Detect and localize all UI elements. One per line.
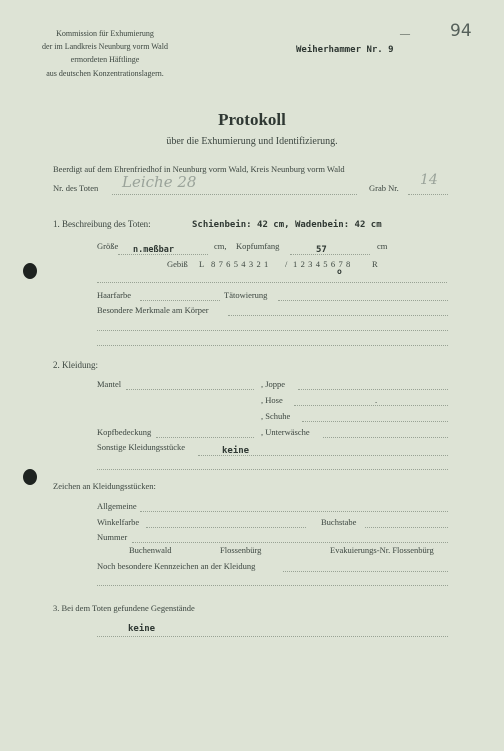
document-subtitle: über die Exhumierung und Identifizierung. (166, 136, 338, 147)
head-circumference-value: 57 (316, 245, 327, 255)
head-circumference-label: Kopfumfang (236, 241, 280, 251)
dead-number-label: Nr. des Toten (53, 183, 99, 193)
grave-number-value: 14 (420, 172, 438, 188)
trousers-label: , Hose (261, 395, 283, 405)
teeth-left-marker: L (199, 259, 205, 269)
letter-rule (365, 527, 448, 528)
general-label: Allgemeine (97, 501, 137, 511)
teeth-rule (97, 282, 447, 283)
body-marks-rule-2 (97, 330, 448, 331)
headwear-label: Kopfbedeckung (97, 427, 152, 437)
number-label: Nummer (97, 532, 128, 542)
shoes-rule (302, 421, 448, 422)
other-marks-rule-2 (97, 585, 448, 586)
typed-location-stamp: Weiherhammer Nr. 9 (296, 45, 394, 55)
header-line-1: Kommission für Exhumierung (56, 29, 154, 38)
triangle-color-label: Winkelfarbe (97, 517, 140, 527)
general-rule (140, 511, 448, 512)
tattoo-rule (278, 300, 448, 301)
section2-label: 2. Kleidung: (53, 360, 98, 370)
height-value: n.meßbar (133, 245, 174, 255)
headwear-rule (156, 437, 254, 438)
section3-label: 3. Bei dem Toten gefundene Gegenstände (53, 603, 195, 613)
other-clothing-rule-2 (97, 469, 448, 470)
coat-rule (126, 389, 254, 390)
dead-number-value: Leiche 28 (122, 173, 197, 191)
shoes-label: , Schuhe (261, 411, 291, 421)
punch-hole-top (23, 263, 37, 279)
jacket-rule (298, 389, 448, 390)
burial-text: Beerdigt auf dem Ehrenfriedhof in Neunburg vorm Wald, Kreis Neunburg vorm Wald (53, 164, 345, 174)
other-clothing-value: keine (222, 446, 250, 456)
teeth-right-numbers: 1 2 3 4 5 6 7 8 (293, 259, 351, 269)
underwear-label: , Unterwäsche (261, 427, 310, 437)
body-marks-rule (228, 315, 448, 316)
header-line-3: ermordeten Häftlinge (70, 55, 140, 64)
teeth-label: Gebiß (167, 259, 188, 269)
section1-label: 1. Beschreibung des Toten: (53, 219, 151, 229)
other-clothing-rule (198, 455, 448, 456)
height-label: Größe (97, 241, 119, 251)
tattoo-label: Tätowierung (224, 290, 268, 300)
coat-label: Mantel (97, 379, 122, 389)
document-title: Protokoll (218, 110, 286, 129)
other-marks-rule (283, 571, 448, 572)
head-rule (290, 254, 370, 255)
teeth-left-numbers: 8 7 6 5 4 3 2 1 (211, 259, 269, 269)
buchenwald-label: Buchenwald (129, 545, 172, 555)
clothing-marks-label: Zeichen an Kleidungsstücken: (53, 481, 156, 491)
header-dash: — (400, 29, 410, 40)
header-line-4: aus deutschen Konzentrationslagern. (46, 69, 164, 78)
head-circumference-unit: cm (377, 241, 388, 251)
body-marks-rule-3 (97, 345, 448, 346)
flossenbuerg-label: Flossenbürg (220, 545, 262, 555)
teeth-right-marker: R (372, 259, 378, 269)
trousers-rule (294, 405, 448, 406)
hair-color-rule (140, 300, 220, 301)
other-marks-label: Noch besondere Kennzeichen an der Kleidung (97, 561, 256, 571)
page-number: 94 (450, 21, 472, 41)
grave-number-label: Grab Nr. (369, 183, 399, 193)
number-rule (132, 542, 448, 543)
body-marks-label: Besondere Merkmale am Körper (97, 305, 209, 315)
hair-color-label: Haarfarbe (97, 290, 131, 300)
triangle-color-rule (146, 527, 306, 528)
section1-typed-measurements: Schienbein: 42 cm, Wadenbein: 42 cm (192, 220, 382, 230)
dead-number-rule (112, 194, 357, 195)
grave-number-rule (408, 194, 448, 195)
teeth-separator: / (285, 259, 288, 269)
height-rule (118, 254, 208, 255)
other-clothing-label: Sonstige Kleidungsstücke (97, 442, 186, 452)
evacuation-number-label: Evakuierungs-Nr. Flossenbürg (330, 545, 434, 555)
teeth-mark: o (337, 267, 342, 276)
header-line-2: der im Landkreis Neunburg vorm Wald (42, 42, 168, 51)
section3-rule (97, 636, 448, 637)
height-unit: cm, (214, 241, 227, 251)
punch-hole-bottom (23, 469, 37, 485)
section3-value: keine (128, 624, 156, 634)
trousers-mark: . (375, 395, 378, 405)
jacket-label: , Joppe (261, 379, 286, 389)
letter-label: Buchstabe (321, 517, 357, 527)
underwear-rule (323, 437, 448, 438)
